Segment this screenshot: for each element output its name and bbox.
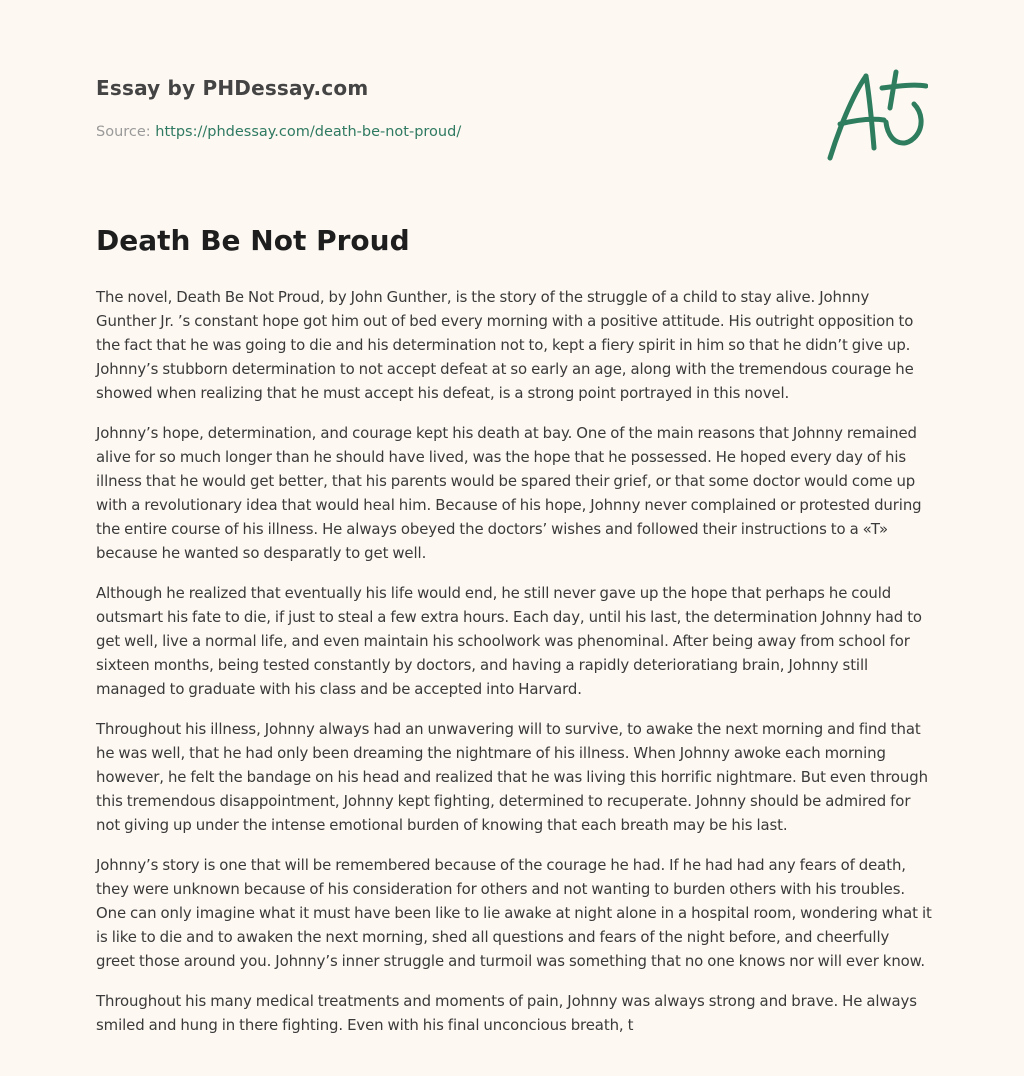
essay-body: [96, 285, 932, 1053]
essay-paragraph: Throughout his illness, Johnny always had an unwavering will to survive, to awake the next morning and find that he was well, that he had only been dreaming the nightmare of his illness. When Johnny awoke each morning however, he felt the bandage on his head and realized that he was living this horrific nightmare. But even through this tremendous disappointment, Johnny kept fighting, determined to recuperate. Johnny should be admired for not giving up under the intense emotional burden of knowing that each breath may be his last.: [96, 720, 928, 834]
essay-paragraph: Johnny’s story is one that will be remembered because of the courage he had. If he had had any fears of death, they were unknown because of his consideration for others and not wanting to burden others with his troubles. One can only imagine what it must have been like to lie awake at night alone in a hospital room, wondering what it is like to die and to awaken the next morning, shed all questions and fears of the night before, and cheerfully greet those around you. Johnny’s inner struggle and turmoil was something that no one knows nor will ever know.: [96, 856, 932, 970]
essay-title: Death Be Not Proud: [96, 224, 410, 257]
source-link[interactable]: https://phdessay.com/death-be-not-proud/: [155, 124, 462, 140]
essay-paragraph: Johnny’s hope, determination, and courage kept his death at bay. One of the main reasons that Johnny remained alive for so much longer than he should have lived, was the hope that he possessed. He hoped every day of his illness that he would get better, that his parents would be spared their grief, or that some doctor would come up with a revolutionary idea that would heal him. Because of his hope, Johnny never complained or protested during the entire course of his illness. He always obeyed the doctors’ wishes and followed their instructions to a «T» because he wanted so desparatly to get well.: [96, 424, 922, 562]
a-plus-grade-icon: [822, 66, 928, 162]
essay-paragraph: The novel, Death Be Not Proud, by John Gunther, is the story of the struggle of a child to stay alive. Johnny Gunther Jr. ’s constant hope got him out of bed every morning with a positive attitude. His outright opposition to the fact that he was going to die and his determination not to, kept a fiery spirit in him so that he didn’t give up. Johnny’s stubborn determination to not accept defeat at so early an age, along with the tremendous courage he showed when realizing that he must accept his defeat, is a strong point portrayed in this novel.: [96, 288, 914, 402]
essay-paragraph: Throughout his many medical treatments and moments of pain, Johnny was always strong and brave. He always smiled and hung in there fighting. Even with his final unconcious breath, t: [96, 992, 917, 1034]
source-line: [96, 124, 461, 140]
source-label: Source:: [96, 124, 156, 140]
essay-paragraph: Although he realized that eventually his life would end, he still never gave up the hope that perhaps he could outsmart his fate to die, if just to steal a few extra hours. Each day, until his last, the determination Johnny had to get well, live a normal life, and even maintain his schoolwork was phenominal. After being away from school for sixteen months, being tested constantly by doctors, and having a rapidly deterioratiang brain, Johnny still managed to graduate with his class and be accepted into Harvard.: [96, 584, 922, 698]
site-title: Essay by PHDessay.com: [96, 76, 369, 100]
